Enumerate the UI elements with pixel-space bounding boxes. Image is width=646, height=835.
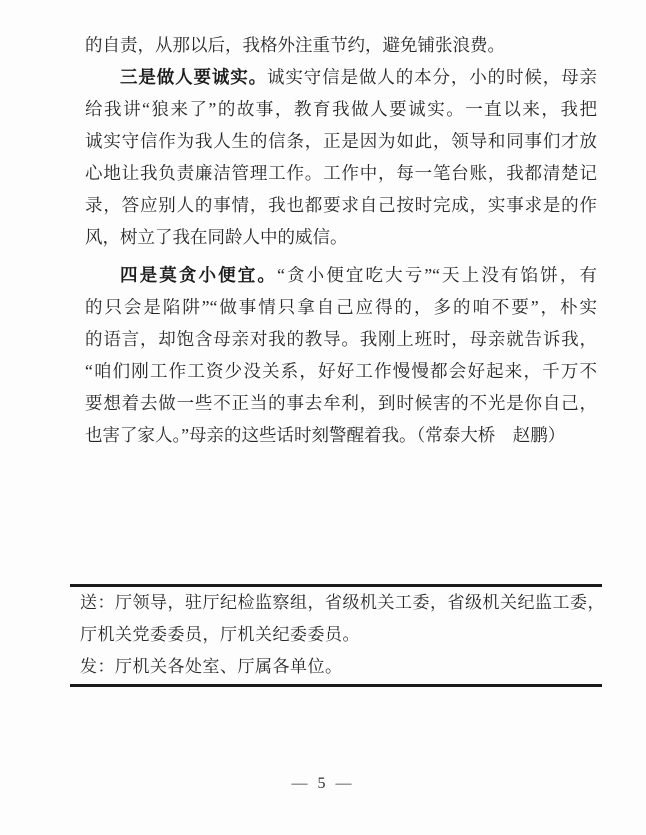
line-text: 的语言，却饱含母亲对我的教导。我刚上班时，母亲就告诉我， (85, 329, 597, 349)
line-text: “贪小便宜吃大亏”“天上没有馅饼，有 (277, 265, 597, 285)
line-text: 诚实守信是做人的本分，小的时候，母亲 (267, 67, 598, 87)
paragraph-lead-bold: 三是做人要诚实。 (120, 67, 268, 87)
line-text: 录，答应别人的事情，我也都要求自己按时完成，实事求是的作 (85, 195, 597, 215)
line-text: 给我讲“狼来了”的故事，教育我做人要诚实。一直以来，我把 (85, 99, 597, 119)
body-text-line (85, 157, 597, 189)
body-text-line (85, 29, 597, 61)
body-text-line (85, 221, 597, 253)
body-text-line (85, 125, 597, 157)
footer-bottom-rule (70, 684, 602, 687)
document-body (85, 29, 597, 451)
line-text: “咱们刚工作工资少没关系，好好工作慢慢都会好起来，千万不 (85, 361, 597, 381)
footer-cc-line: 送：厅领导，驻厅纪检监察组，省级机关工委，省级机关纪监工委， (80, 593, 605, 612)
line-text: 要想着去做一些不正当的事去牟利，到时候害的不光是你自己， (85, 393, 597, 413)
distribution-footer (80, 587, 604, 683)
body-text-line (85, 323, 597, 355)
line-text: 心地让我负责廉洁管理工作。工作中，每一笔台账，我都清楚记 (85, 163, 597, 183)
body-text-line (85, 259, 597, 291)
body-text-line (85, 355, 597, 387)
line-text: 风，树立了我在同龄人中的威信。 (85, 227, 348, 247)
body-text-line (85, 93, 597, 125)
line-text: 也害了家人。”母亲的这些话时刻警醒着我。（常泰大桥 赵鹏） (85, 425, 566, 445)
body-text-line (85, 189, 597, 221)
page-number: — 5 — (291, 775, 355, 792)
body-text-line (85, 387, 597, 419)
line-text: 诚实守信作为我人生的信条，正是因为如此，领导和同事们才放 (85, 131, 597, 151)
footer-cc-line: 厅机关党委委员，厅机关纪委委员。 (80, 625, 360, 644)
paragraph-lead-bold: 四是莫贪小便宜。 (120, 265, 278, 285)
line-text: 的只会是陷阱”“做事情只拿自己应得的，多的咱不要”，朴实 (85, 297, 597, 317)
footer-issue-line: 发：厅机关各处室、厅属各单位。 (80, 657, 343, 676)
body-text-line (85, 419, 597, 451)
line-text: 的自责，从那以后，我格外注重节约，避免铺张浪费。 (85, 35, 505, 55)
body-text-line (85, 291, 597, 323)
body-text-line (85, 61, 597, 93)
